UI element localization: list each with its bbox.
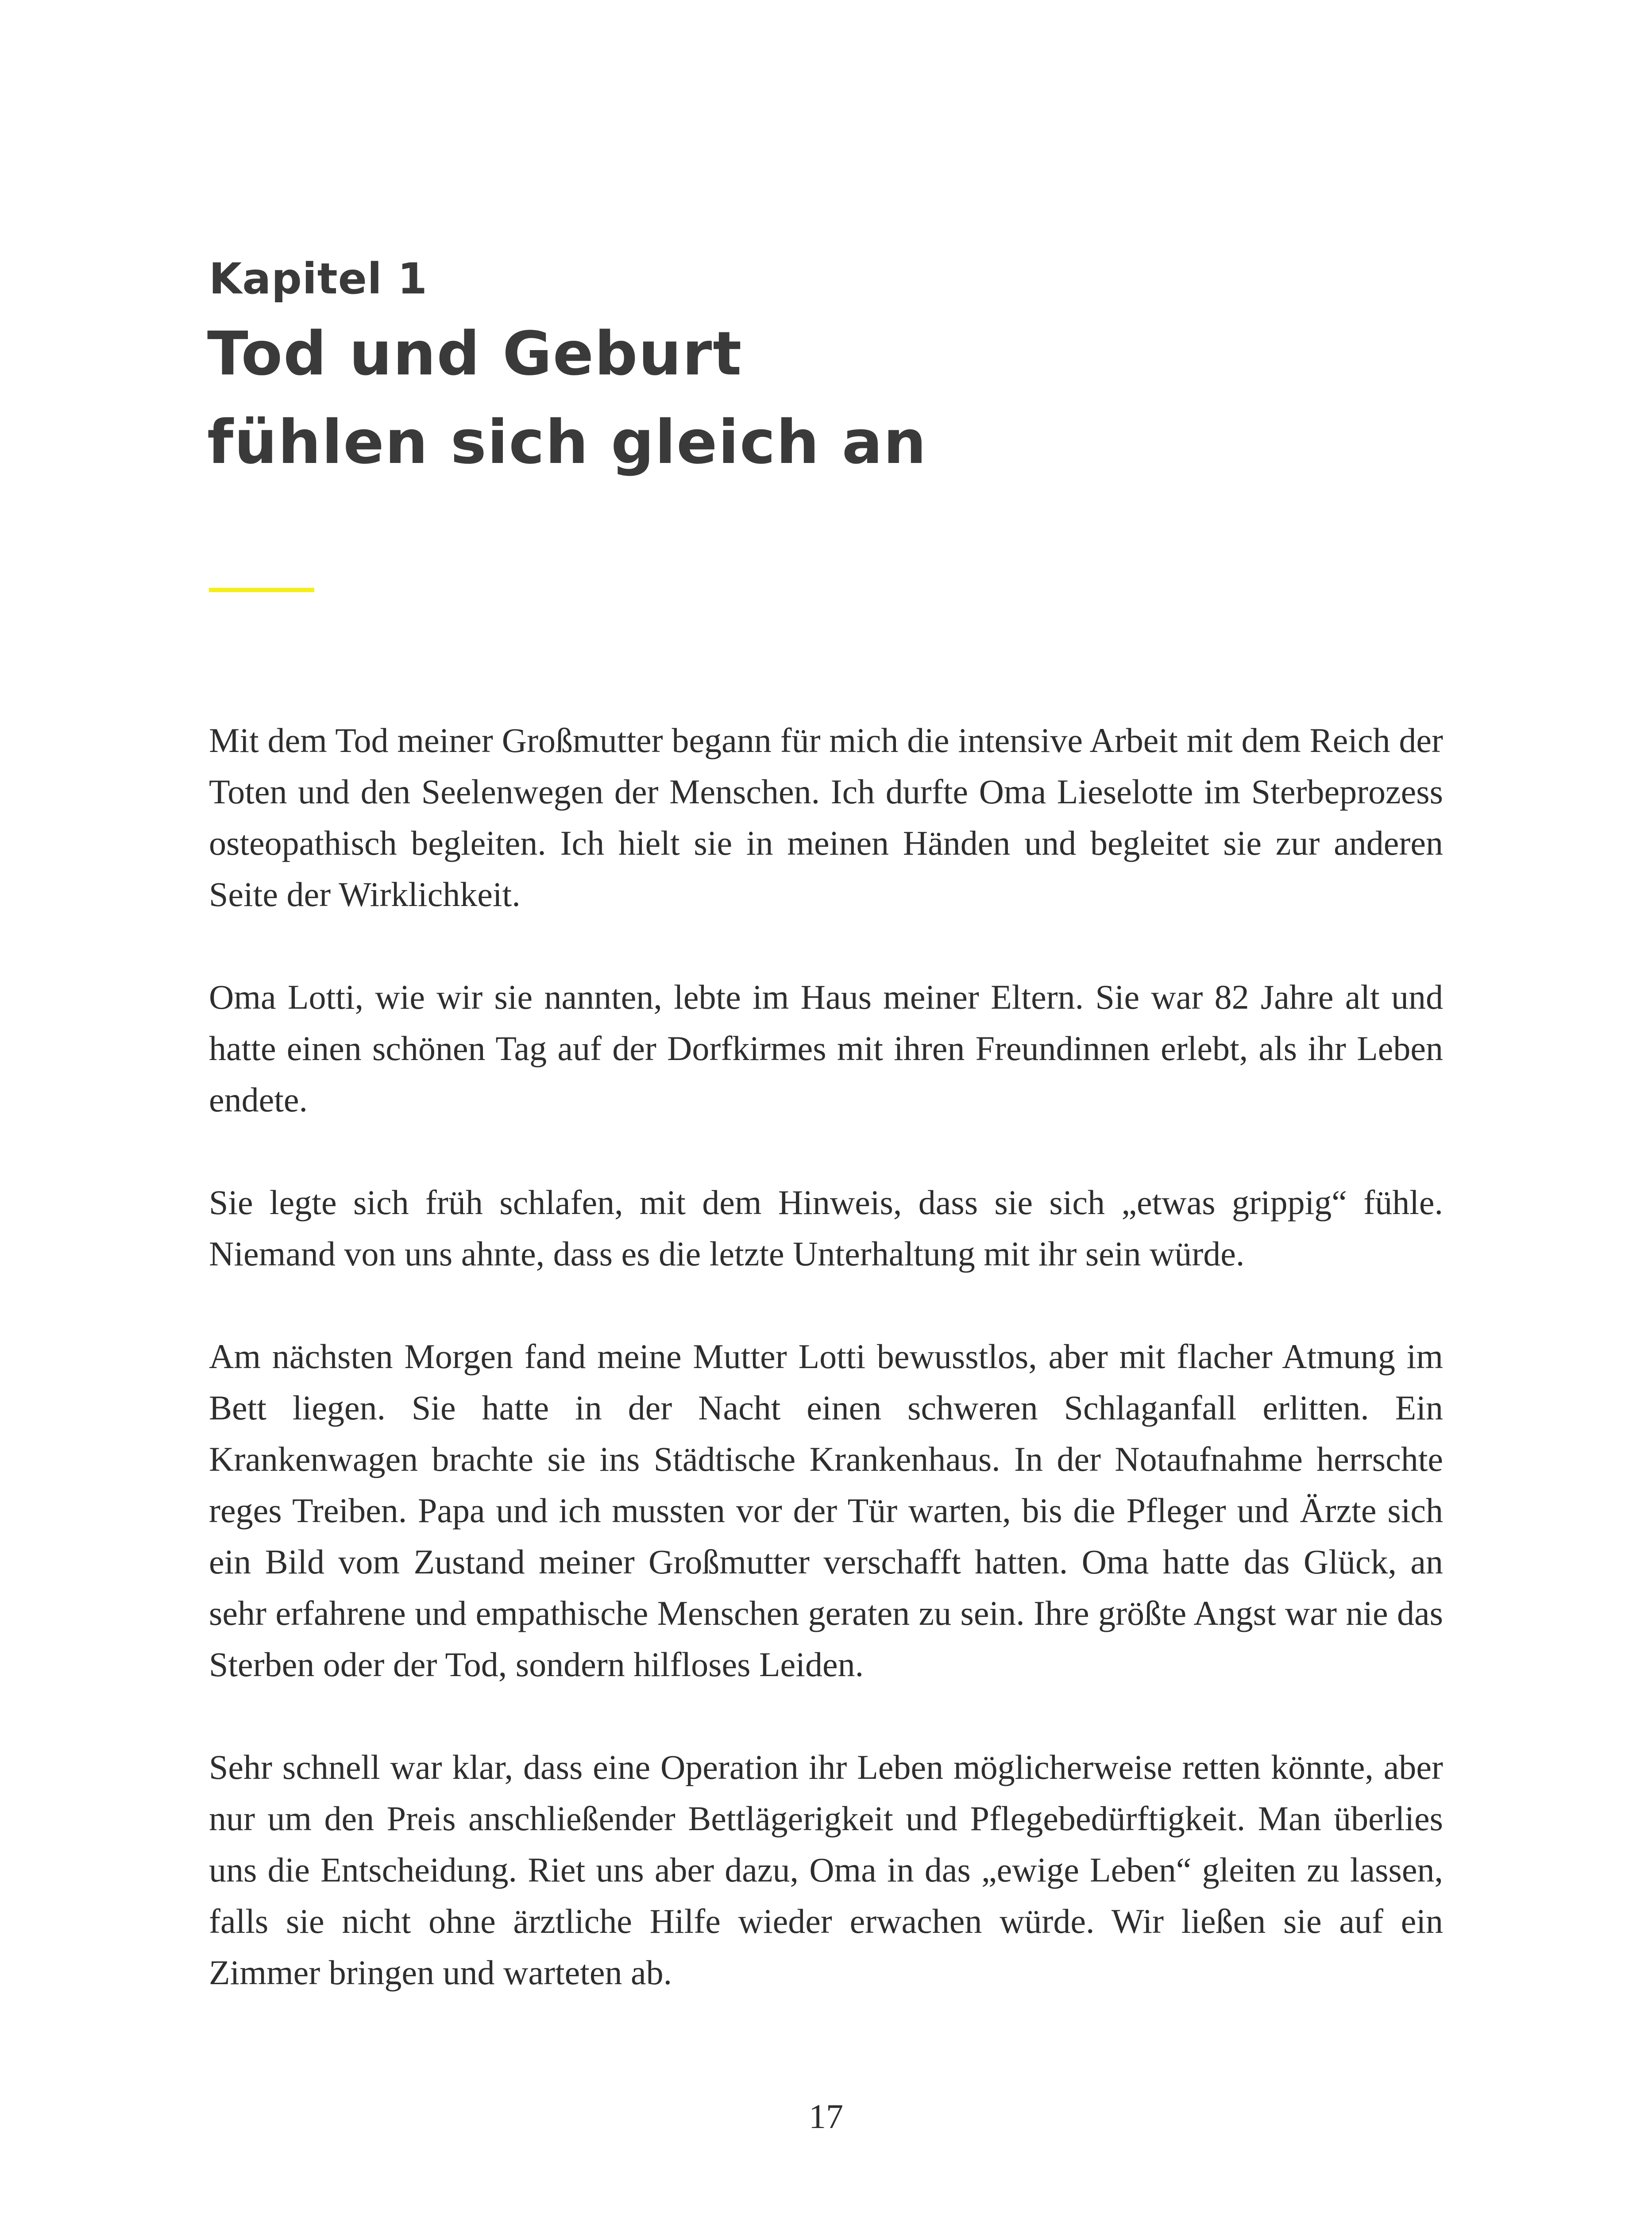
chapter-label: Kapitel 1 xyxy=(209,254,428,304)
body-text xyxy=(209,715,1443,2050)
paragraph-3: Sie legte sich früh schlafen, mit dem Hinweis, dass sie sich „etwas grippig“ fühle. Niemand von uns ahnte, dass es die letzte Unterhaltung mit ihr sein würde. xyxy=(209,1183,1443,1273)
accent-rule xyxy=(209,588,314,592)
page-number: 17 xyxy=(809,2097,843,2136)
paragraph-2: Oma Lotti, wie wir sie nannten, lebte im Haus meiner Eltern. Sie war 82 Jahre alt und hatte einen schönen Tag auf der Dorfkirmes mit ihren Freundinnen erlebt, als ihr Leben endete. xyxy=(209,978,1443,1119)
chapter-title-line-1: Tod und Geburt xyxy=(207,319,743,389)
paragraph-5: Sehr schnell war klar, dass eine Operation ihr Leben möglicherweise retten könnte, aber nur um den Preis anschließender Bettlägerigkeit und Pflegebedürftigkeit. Man überlies uns die Entscheidung. Riet uns aber dazu, Oma in das „ewige Leben“ gleiten zu lassen, falls sie nicht ohne ärztliche Hilfe wieder erwachen würde. Wir ließen sie auf ein Zimmer bringen und warteten ab. xyxy=(209,1748,1443,1992)
paragraph-1: Mit dem Tod meiner Großmutter begann für mich die intensive Arbeit mit dem Reich der Toten und den Seelenwegen der Menschen. Ich durfte Oma Lieselotte im Sterbeprozess osteopathisch begleiten. Ich hielt sie in meinen Händen und begleitet sie zur anderen Seite der Wirklichkeit. xyxy=(209,721,1443,914)
chapter-title-line-2: fühlen sich gleich an xyxy=(207,408,927,478)
chapter-title xyxy=(207,310,927,487)
paragraph-4: Am nächsten Morgen fand meine Mutter Lotti bewusstlos, aber mit flacher Atmung im Bett liegen. Sie hatte in der Nacht einen schweren Schlaganfall erlitten. Ein Krankenwagen brachte sie ins Städtische Krankenhaus. In der Notaufnahme herrschte reges Treiben. Papa und ich mussten vor der Tür warten, bis die Pfleger und Ärzte sich ein Bild vom Zustand meiner Großmutter verschafft hatten. Oma hatte das Glück, an sehr erfahrene und empathische Menschen geraten zu sein. Ihre größte Angst war nie das Sterben oder der Tod, sondern hilfloses Leiden. xyxy=(209,1337,1443,1684)
